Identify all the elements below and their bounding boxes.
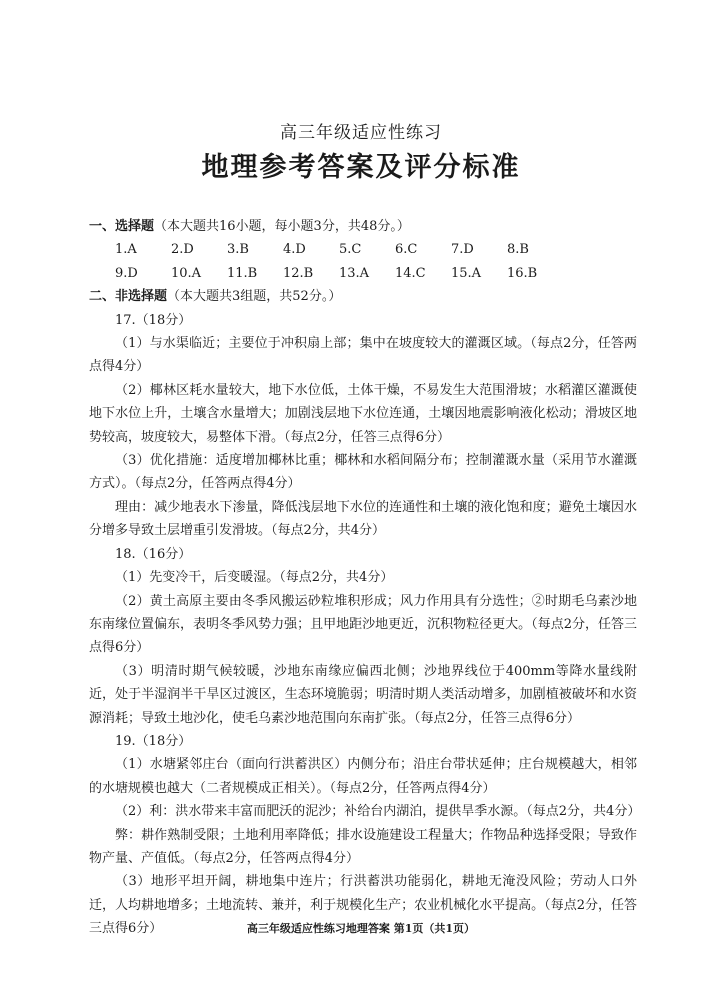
answer-17-2: （2）椰林区耗水量较大，地下水位低，土体干燥，不易发生大范围滑坡；水稻灌区灌溉使地下水位上升，土壤含水量增大；加剧浅层地下水位连通，土壤因地震影响液化松动；滑坡区地势较高，坡度较大，易整体下滑。（每点2分，任答三点得6分） bbox=[89, 382, 637, 445]
answer-19-2-con: 弊：耕作熟制受限；土地利用率降低；排水设施建设工程量大；作物品种选择受限；导致作物产量、产值低。（每点2分，任答两点得4分） bbox=[89, 827, 637, 866]
section-2-heading bbox=[89, 285, 637, 308]
choice-answer: 7.D bbox=[451, 242, 474, 258]
section-2-title: 二、非选择题 bbox=[89, 289, 168, 305]
choice-answer: 11.B bbox=[227, 265, 258, 281]
question-18-heading: 18.（16分） bbox=[115, 546, 192, 562]
choice-answer: 10.A bbox=[171, 265, 202, 281]
choice-answer: 12.B bbox=[283, 265, 314, 281]
section-1-note: （本大题共16小题，每小题3分，共48分。） bbox=[154, 219, 410, 234]
choice-answer: 2.D bbox=[171, 242, 194, 258]
answer-19-3: （3）地形平坦开阔，耕地集中连片；行洪蓄洪功能弱化，耕地无淹没风险；劳动人口外迁，人均耕地增多；土地流转、兼并，利于规模化生产；农业机械化水平提高。（每点2分，任答三点得6分） bbox=[89, 874, 637, 937]
choice-answer: 9.D bbox=[115, 265, 138, 281]
answer-19-1: （1）水塘紧邻庄台（面向行洪蓄洪区）内侧分布；沿庄台带状延伸；庄台规模越大，相邻的水塘规模也越大（二者规模成正相关）。（每点2分，任答两点得4分） bbox=[89, 757, 637, 796]
section-1-title: 一、选择题 bbox=[89, 219, 155, 234]
choice-answer: 14.C bbox=[395, 265, 426, 281]
choice-answer: 5.C bbox=[339, 242, 362, 258]
answer-17-3-reason: 理由：减少地表水下渗量，降低浅层地下水位的连通性和土壤的液化饱和度；避免土壤因水分增多导致土层增重引发滑坡。（每点2分，共4分） bbox=[89, 499, 637, 539]
choice-answer: 15.A bbox=[451, 265, 482, 281]
answer-18-2: （2）黄土高原主要由冬季风搬运砂粒堆积形成；风力作用具有分选性；②时期毛乌素沙地东南缘位置偏东，表明冬季风势力强；且甲地距沙地更近，沉积物粒径更大。（每点2分，任答三点得6分） bbox=[89, 593, 637, 656]
page-title: 地理参考答案及评分标准 bbox=[201, 152, 521, 183]
choice-answer: 13.A bbox=[339, 265, 370, 281]
choice-answer: 4.D bbox=[283, 242, 306, 258]
answer-17-1: （1）与水渠临近；主要位于冲积扇上部；集中在坡度较大的灌溉区域。（每点2分，任答两点得4分） bbox=[89, 336, 637, 375]
page-subtitle: 高三年级适应性练习 bbox=[280, 123, 442, 143]
answer-17-3: （3）优化措施：适度增加椰林比重；椰林和水稻间隔分布；控制灌溉水量（采用节水灌溉方式）。（每点2分，任答两点得4分） bbox=[89, 453, 637, 492]
section-2-note: （本大题共3组题，共52分。） bbox=[167, 289, 342, 305]
question-19-heading: 19.（18分） bbox=[115, 733, 192, 749]
choice-answer: 1.A bbox=[115, 242, 137, 258]
choice-answer: 16.B bbox=[507, 265, 538, 281]
choice-answer: 3.B bbox=[227, 242, 249, 258]
section-1-heading bbox=[89, 215, 637, 238]
choice-answer-grid bbox=[89, 238, 637, 285]
answer-content bbox=[89, 215, 641, 941]
page-footer: 高三年级适应性练习地理答案 第1页（共1页） bbox=[246, 922, 476, 935]
choice-answer: 8.B bbox=[507, 242, 529, 258]
question-17-heading: 17.（18分） bbox=[115, 312, 192, 328]
answer-18-1: （1）先变冷干，后变暖湿。（每点2分，共4分） bbox=[115, 570, 394, 586]
answer-19-2-pro: （2）利：洪水带来丰富而肥沃的泥沙；补给台内湖泊，提供旱季水源。（每点2分，共4分） bbox=[115, 804, 641, 820]
answer-18-3: （3）明清时期气候较暖，沙地东南缘应偏西北侧；沙地界线位于400mm等降水量线附近，处于半湿润半干旱区过渡区，生态环境脆弱；明清时期人类活动增多，加剧植被破坏和水资源消耗；导致土地沙化，使毛乌素沙地范围向东南扩张。（每点2分，任答三点得6分） bbox=[89, 663, 637, 726]
choice-answer: 6.C bbox=[395, 242, 418, 258]
